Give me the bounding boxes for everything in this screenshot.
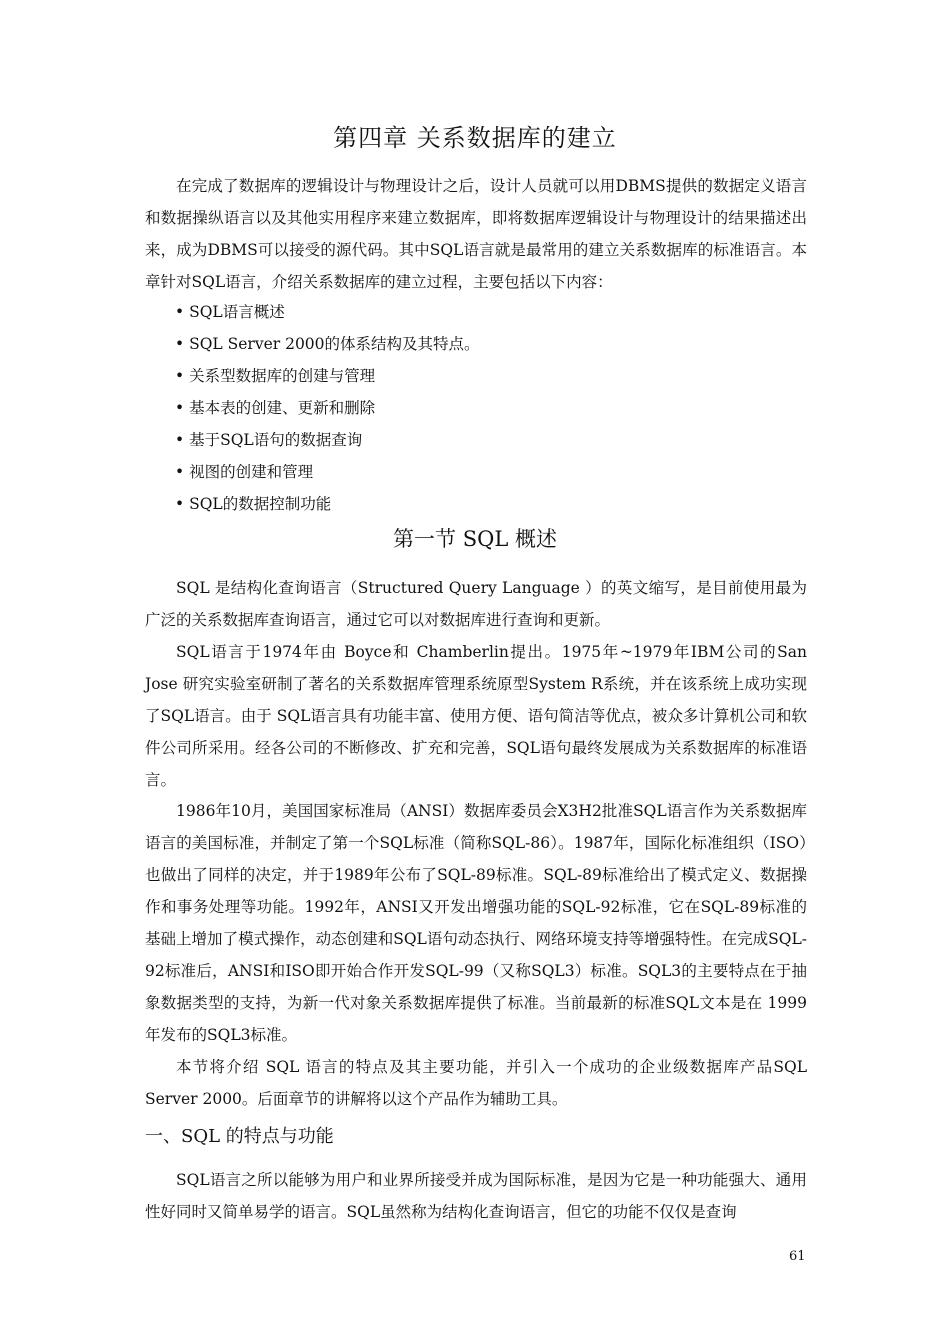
chapter-contents-list — [175, 296, 480, 520]
body-paragraph: 1986年10月，美国国家标准局（ANSI）数据库委员会X3H2批准SQL语言作为关系数据库语言的美国标准，并制定了第一个SQL标准（简称SQL-86）。1987年，国际化标准组织（ISO）也做出了同样的决定，并于1989年公布了SQL-89标准。SQL-89标准给出了模式定义、数据操作和事务处理等功能。1992年，ANSI又开发出增强功能的SQL-92标准，它在SQL-89标准的基础上增加了模式操作，动态创建和SQL语句动态执行、网络环境支持等增强特性。在完成SQL-92标准后，ANSI和ISO即开始合作开发SQL-99（又称SQL3）标准。SQL3的主要特点在于抽象数据类型的支持，为新一代对象关系数据库提供了标准。当前最新的标准SQL文本是在 1999年发布的SQL3标准。 — [145, 802, 807, 1044]
list-item: • 基本表的创建、更新和删除 — [175, 399, 376, 417]
page-number: 61 — [789, 1249, 806, 1264]
list-item: • SQL的数据控制功能 — [175, 495, 332, 513]
list-item: • 关系型数据库的创建与管理 — [175, 367, 376, 385]
list-item: • 视图的创建和管理 — [175, 463, 314, 481]
chapter-title: 第四章 关系数据库的建立 — [333, 124, 617, 152]
list-item: • SQL语言概述 — [175, 303, 285, 321]
intro-paragraph: 在完成了数据库的逻辑设计与物理设计之后，设计人员就可以用DBMS提供的数据定义语言和数据操纵语言以及其他实用程序来建立数据库，即将数据库逻辑设计与物理设计的结果描述出来，成为DBMS可以接受的源代码。其中SQL语言就是最常用的建立关系数据库的标准语言。本章针对SQL语言，介绍关系数据库的建立过程，主要包括以下内容： — [145, 177, 807, 291]
section-title: 第一节 SQL 概述 — [393, 527, 557, 551]
body-paragraph: SQL语言之所以能够为用户和业界所接受并成为国际标准，是因为它是一种功能强大、通用性好同时又简单易学的语言。SQL虽然称为结构化查询语言，但它的功能不仅仅是查询 — [145, 1171, 807, 1221]
body-paragraph: SQL 是结构化查询语言（Structured Query Language ）的英文缩写，是目前使用最为广泛的关系数据库查询语言，通过它可以对数据库进行查询和更新。 — [145, 579, 807, 629]
list-item: • SQL Server 2000的体系结构及其特点。 — [175, 335, 480, 353]
list-item: • 基于SQL语句的数据查询 — [175, 431, 363, 449]
body-paragraph: SQL语言于1974年由 Boyce和 Chamberlin提出。1975年~1979年IBM公司的San Jose 研究实验室研制了著名的关系数据库管理系统原型System R系统，并在该系统上成功实现了SQL语言。由于 SQL语言具有功能丰富、使用方便、语句简洁等优点，被众多计算机公司和软件公司所采用。经各公司的不断修改、扩充和完善，SQL语句最终发展成为关系数据库的标准语言。 — [145, 643, 807, 789]
subsection-title: 一、SQL 的特点与功能 — [145, 1126, 334, 1147]
body-paragraph: 本节将介绍 SQL 语言的特点及其主要功能，并引入一个成功的企业级数据库产品SQL Server 2000。后面章节的讲解将以这个产品作为辅助工具。 — [145, 1058, 807, 1108]
